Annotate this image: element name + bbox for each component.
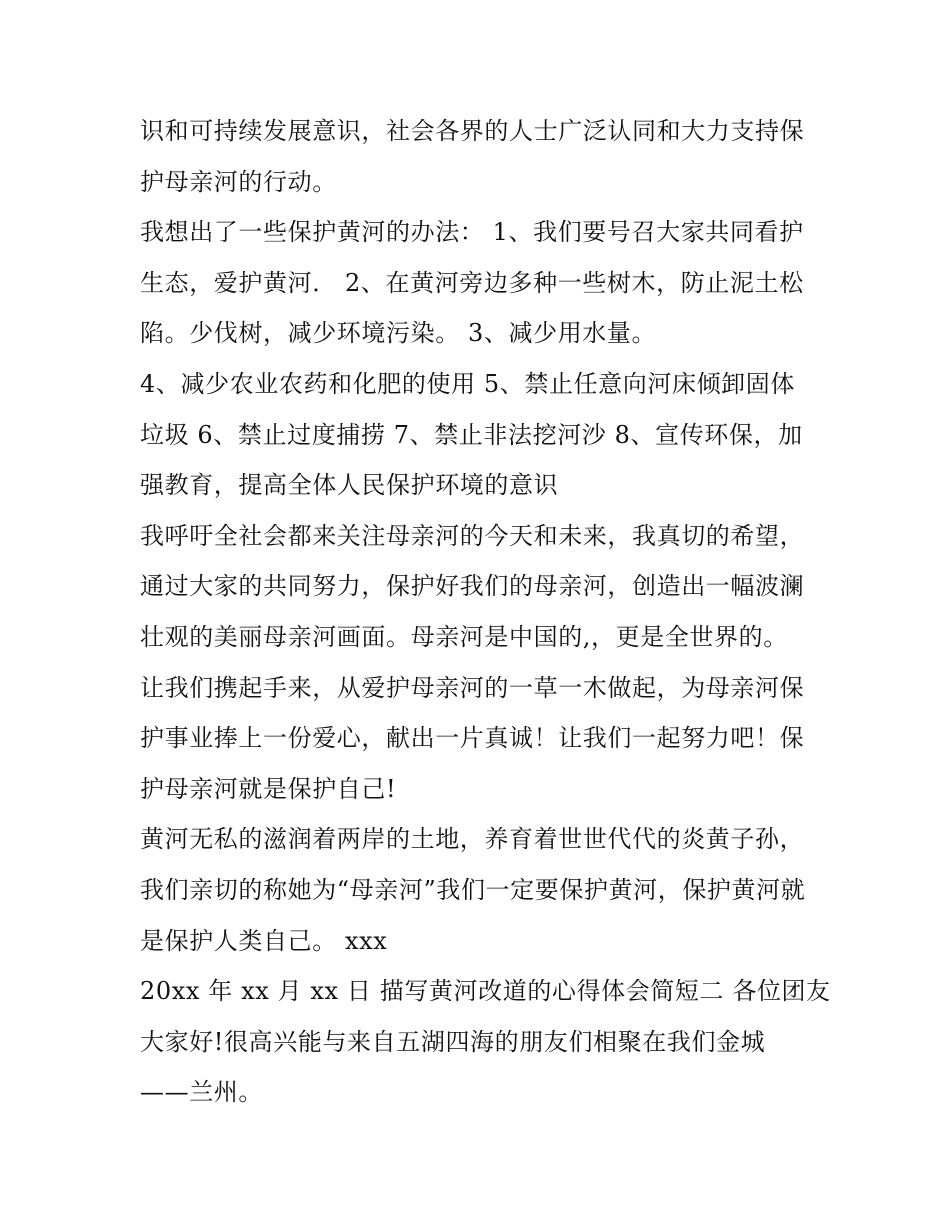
text-line: 大家好!很高兴能与来自五湖四海的朋友们相聚在我们金城 — [140, 1027, 766, 1056]
text-line: 强教育，提高全体人民保护环境的意识 — [140, 471, 559, 500]
text-line: 20xx 年 xx 月 xx 日 描写黄河改道的心得体会简短二 各位团友 — [140, 977, 831, 1006]
text-line: 垃圾 6、禁止过度捕捞 7、禁止非法挖河沙 8、宣传环保，加 — [140, 420, 803, 449]
text-line: 识和可持续发展意识，社会各界的人士广泛认同和大力支持保 — [140, 117, 805, 145]
text-line: 生态，爱护黄河． 2、在黄河旁边多种一些树木，防止泥土松 — [140, 268, 804, 297]
text-line: 护事业捧上一份爱心，献出一片真诚！让我们一起努力吧！保 — [140, 724, 805, 753]
text-line: 我呼吁全社会都来关注母亲河的今天和未来，我真切的希望， — [140, 521, 805, 550]
text-line: 护母亲河就是保护自己! — [140, 774, 397, 803]
document-body — [140, 106, 831, 1118]
text-line: 我们亲切的称她为“母亲河”我们一定要保护黄河，保护黄河就 — [140, 875, 806, 904]
text-line: 护母亲河的行动。 — [140, 167, 337, 196]
text-line: 我想出了一些保护黄河的办法： 1、我们要号召大家共同看护 — [140, 218, 804, 247]
text-line: 壮观的美丽母亲河画面。母亲河是中国的,，更是全世界的。 — [140, 622, 788, 651]
text-line: 让我们携起手来，从爱护母亲河的一草一木做起，为母亲河保 — [140, 673, 805, 702]
text-line: 通过大家的共同努力，保护好我们的母亲河，创造出一幅波澜 — [140, 572, 805, 601]
text-line: 4、减少农业农药和化肥的使用 5、禁止任意向河床倾卸固体 — [140, 369, 795, 398]
text-line: ——兰州。 — [140, 1078, 263, 1107]
text-line: 陷。少伐树，减少环境污染。 3、减少用水量。 — [140, 319, 657, 348]
text-line: 黄河无私的滋润着两岸的土地，养育着世世代代的炎黄子孙， — [140, 825, 805, 854]
text-line: 是保护人类自己。 xxx — [140, 926, 388, 955]
